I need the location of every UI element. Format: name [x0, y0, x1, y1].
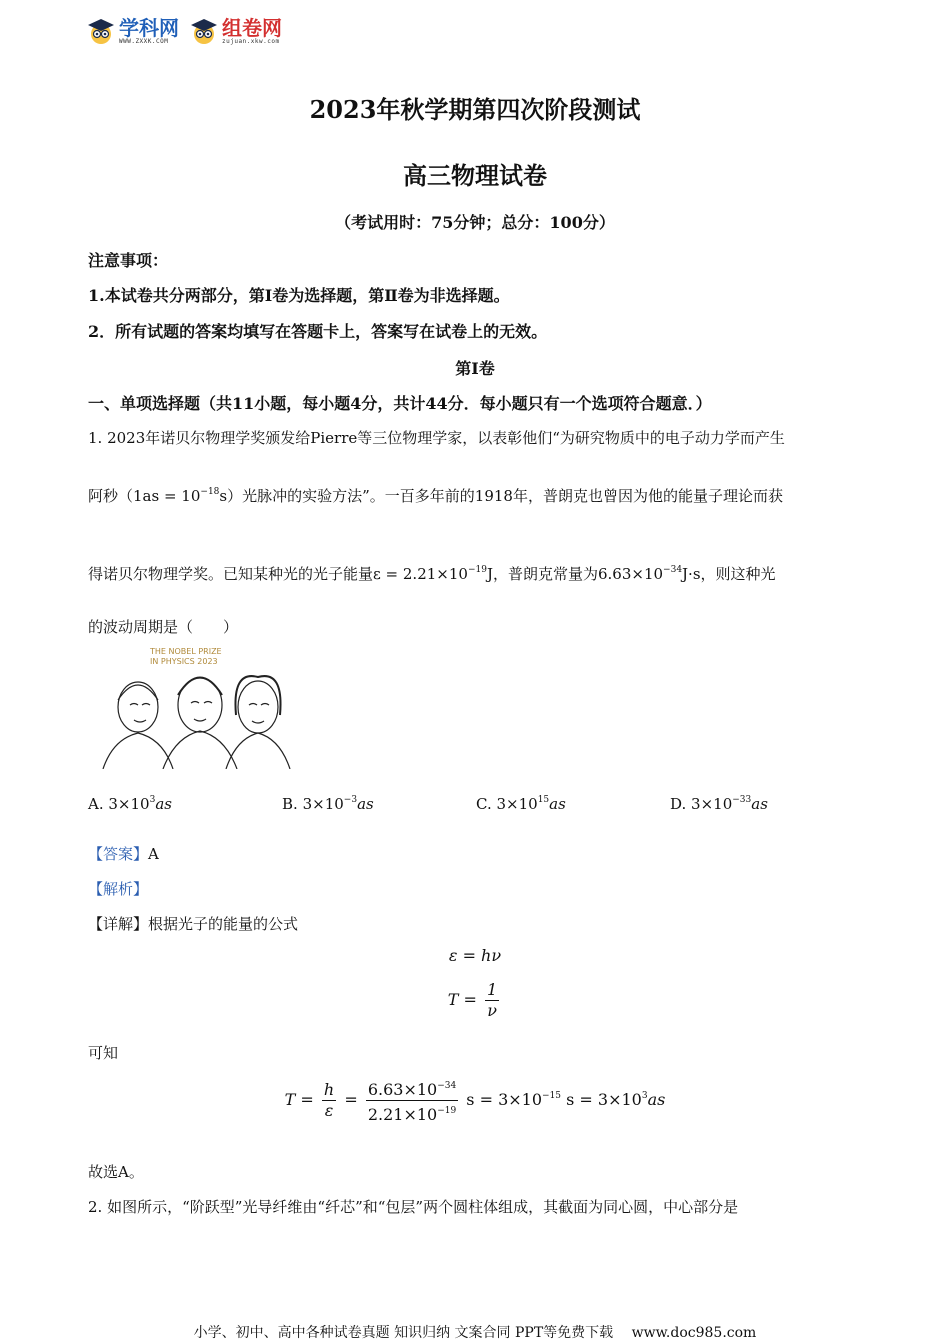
- detail-line: [88, 914, 298, 934]
- math-exp: −33: [732, 795, 752, 805]
- fraction: [485, 980, 499, 1021]
- q1-line-2-text-a: 阿秒（: [88, 487, 134, 505]
- math-unit: as: [155, 795, 172, 813]
- answer-value: A: [148, 845, 159, 863]
- eq-sign: =: [344, 1090, 358, 1109]
- fraction: [366, 1076, 458, 1125]
- math-base: 3×10: [691, 795, 733, 813]
- math-exp: −3: [343, 795, 358, 805]
- analysis-tag: 【解析】: [88, 880, 149, 898]
- math-base: 3×10: [302, 795, 344, 813]
- math-base: ε = 2.21×10: [373, 565, 468, 583]
- exam-info: （考试用时：75分钟；总分：100分）: [335, 213, 615, 232]
- q1-line-1: 1. 2023年诺贝尔物理学奖颁发给Pierre等三位物理学家，以表彰他们“为研究物质中的电子动力学而产生: [88, 429, 785, 447]
- math-unit: J: [486, 565, 493, 583]
- math-exp: 3: [641, 1091, 648, 1101]
- math-base: 1as = 10: [133, 487, 201, 505]
- fraction-numerator: 1: [487, 980, 498, 999]
- fraction-numerator: [366, 1076, 458, 1101]
- math-base: 3×10: [496, 795, 538, 813]
- option-value: [303, 795, 374, 813]
- q1-line-3: [88, 560, 776, 584]
- planck-constant: [598, 565, 701, 583]
- math-base: 3×10: [108, 795, 150, 813]
- q1-line-4: 的波动周期是（ ）: [88, 618, 239, 636]
- q1-line-2: [88, 482, 783, 506]
- math-base: 6.63×10: [597, 565, 664, 583]
- fraction-numerator: h: [323, 1080, 335, 1099]
- fraction-denominator: ε: [324, 1101, 334, 1120]
- brand-name-2: 组卷网: [222, 15, 282, 40]
- volume-heading: 第Ⅰ卷: [455, 359, 495, 378]
- q2-line-1: 2. 如图所示，“阶跃型”光导纤维由“纤芯”和“包层”两个圆柱体组成，其截面为同心圆，中心部分是: [88, 1198, 739, 1216]
- graduate-owl-icon: [189, 16, 219, 46]
- header-logos: [86, 16, 282, 46]
- detail-tag: 【详解】: [88, 915, 149, 933]
- option-a[interactable]: [88, 790, 172, 814]
- math-unit: as: [549, 795, 566, 813]
- math-unit: as: [357, 795, 374, 813]
- fraction-denominator: [366, 1101, 458, 1125]
- fraction: [322, 1080, 336, 1121]
- xuekewang-logo[interactable]: [86, 16, 179, 46]
- math-unit: J·s: [682, 565, 701, 583]
- detail-text: 根据光子的能量的公式: [148, 915, 299, 933]
- math-base: 6.63×10: [367, 1080, 438, 1099]
- math-exp: 3: [149, 795, 156, 805]
- q1-line-2-text-b: ）光脉冲的实验方法”。一百多年前的1918年，普朗克也曾因为他的能量子理论而获: [227, 487, 783, 505]
- math-exp: −34: [437, 1081, 457, 1091]
- notes-item-2: 2．所有试题的答案均填写在答题卡上，答案写在试卷上的无效。: [88, 322, 548, 341]
- nobel-laureates-image: [98, 645, 294, 769]
- zujuanwang-logo[interactable]: [189, 16, 282, 46]
- math-exp: −19: [467, 565, 487, 575]
- math-base: 2.21×10: [367, 1105, 438, 1124]
- brand-url-1: WWW.ZXXK.COM: [119, 37, 169, 45]
- math-exp: −18: [200, 487, 220, 497]
- math-base: s = 3×10: [566, 1090, 642, 1109]
- notes-item-1: 1.本试卷共分两部分，第Ⅰ卷为选择题，第Ⅱ卷为非选择题。: [88, 286, 510, 305]
- eq-lhs: T =: [447, 990, 477, 1009]
- notes-heading: 注意事项：: [88, 251, 169, 270]
- math-unit: as: [751, 795, 768, 813]
- nobel-caption: [150, 647, 222, 667]
- page-footer: 小学、初中、高中各种试卷真题 知识归纳 文案合同 PPT等免费下载 www.doc985.com: [193, 1325, 757, 1341]
- answer-line: [88, 844, 159, 864]
- q1-line-3-text-c: ，则这种光: [700, 565, 776, 583]
- brand-name-1: 学科网: [119, 15, 179, 40]
- exam-subtitle: 高三物理试卷: [403, 161, 547, 190]
- section-heading: 一、单项选择题（共11小题，每小题4分，共计44分．每小题只有一个选项符合题意．）: [88, 394, 712, 413]
- math-exp: −34: [663, 565, 683, 575]
- equation-result: [0, 1076, 950, 1125]
- brand-url-2: zujuan.xkw.com: [222, 37, 280, 45]
- know-line: 可知: [88, 1044, 119, 1062]
- q1-line-3-text-b: ，普朗克常量为: [492, 565, 598, 583]
- option-c[interactable]: [476, 790, 566, 814]
- photon-energy: [373, 565, 493, 583]
- math-unit: as: [647, 1090, 666, 1109]
- option-d[interactable]: [670, 790, 768, 814]
- option-label: C.: [476, 795, 492, 813]
- equation-period: [0, 980, 950, 1021]
- option-label: A.: [88, 795, 104, 813]
- option-b[interactable]: [282, 790, 374, 814]
- math-unit: s: [219, 487, 228, 505]
- math-exp: 15: [537, 795, 550, 805]
- exam-title: 2023年秋学期第四次阶段测试: [309, 95, 641, 124]
- option-value: [108, 795, 172, 813]
- math-base: s = 3×10: [466, 1090, 543, 1109]
- option-label: B.: [282, 795, 298, 813]
- conclusion-line: 故选A。: [88, 1163, 144, 1181]
- eq-lhs: T =: [284, 1090, 314, 1109]
- graduate-owl-icon: [86, 16, 116, 46]
- attosecond-definition: [133, 487, 227, 505]
- fraction-denominator: ν: [487, 1001, 497, 1020]
- nobel-caption-line-2: IN PHYSICS 2023: [150, 657, 218, 666]
- option-value: [691, 795, 768, 813]
- option-value: [497, 795, 566, 813]
- q1-line-3-text-a: 得诺贝尔物理学奖。已知某种光的光子能量: [88, 565, 374, 583]
- equation-energy: ε = hν: [448, 946, 502, 965]
- answer-tag: 【答案】: [88, 845, 149, 863]
- math-exp: −15: [542, 1091, 562, 1101]
- math-exp: −19: [437, 1106, 457, 1116]
- nobel-caption-line-1: THE NOBEL PRIZE: [150, 647, 222, 656]
- option-label: D.: [670, 795, 687, 813]
